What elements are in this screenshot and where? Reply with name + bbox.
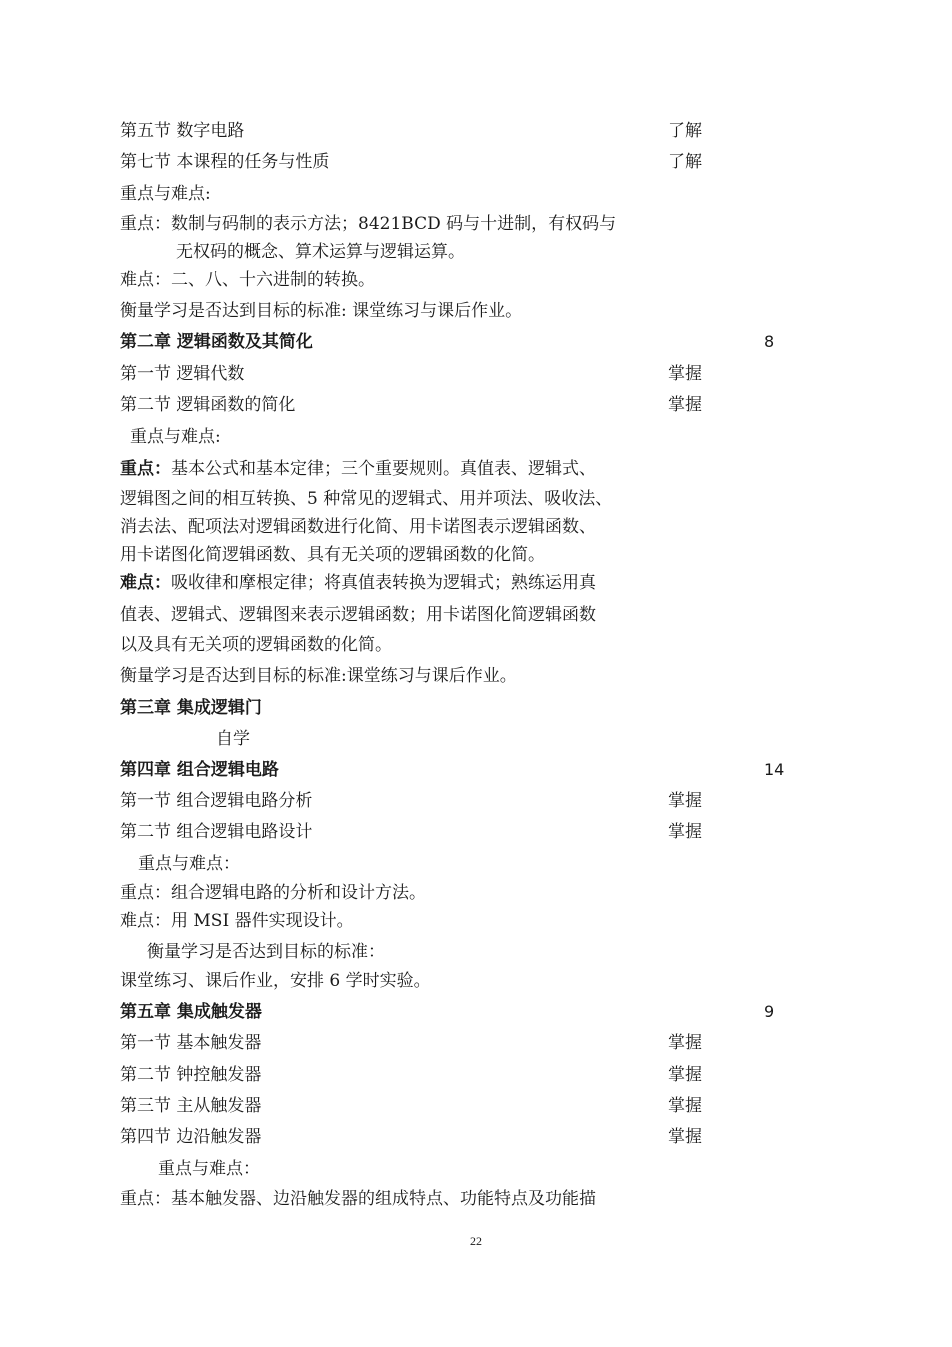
section-comb-design: 第二节 组合逻辑电路设计 [120, 822, 313, 842]
level-master: 掌握 [668, 1127, 702, 1147]
assessment-standard: 衡量学习是否达到目标的标准:课堂练习与课后作业。 [120, 666, 517, 686]
key-difficult-heading: 重点与难点： [158, 1159, 260, 1179]
level-master: 掌握 [668, 791, 702, 811]
self-study-note: 自学 [216, 729, 250, 749]
key-points-text: 重点：数制与码制的表示方法；8421BCD 码与十进制，有权码与 [120, 214, 617, 234]
chapter-4-hours: 14 [764, 760, 785, 779]
chapter-2-title: 第二章 逻辑函数及其简化 [120, 332, 313, 352]
chapter-3-title: 第三章 集成逻辑门 [120, 698, 262, 718]
key-difficult-heading: 重点与难点: [130, 427, 221, 447]
chapter-4-title: 第四章 组合逻辑电路 [120, 760, 279, 780]
chapter-5-title: 第五章 集成触发器 [120, 1002, 262, 1022]
section-logic-algebra: 第一节 逻辑代数 [120, 364, 245, 384]
section-clocked-flipflop: 第二节 钟控触发器 [120, 1065, 262, 1085]
level-understand: 了解 [668, 152, 702, 172]
key-points-paragraph [120, 459, 596, 479]
key-points-text: 基本公式和基本定律；三个重要规则。真值表、逻辑式、 [171, 459, 596, 479]
assessment-standard: 衡量学习是否达到目标的标准: 课堂练习与课后作业。 [120, 301, 523, 321]
key-points-text-cont: 用卡诺图化简逻辑函数、具有无关项的逻辑函数的化简。 [120, 545, 545, 565]
section-digital-circuits: 第五节 数字电路 [120, 121, 245, 141]
difficult-points-text: 难点：二、八、十六进制的转换。 [120, 270, 375, 290]
chapter-2-hours: 8 [764, 332, 775, 351]
key-points-text-cont: 逻辑图之间的相互转换、5 种常见的逻辑式、用并项法、吸收法、 [120, 489, 613, 509]
section-master-slave-flipflop: 第三节 主从触发器 [120, 1096, 262, 1116]
level-master: 掌握 [668, 822, 702, 842]
difficult-points-text: 吸收律和摩根定律；将真值表转换为逻辑式；熟练运用真 [171, 573, 596, 593]
difficult-points-text: 难点：用 MSI 器件实现设计。 [120, 911, 354, 931]
difficult-points-label: 难点： [120, 573, 171, 593]
section-basic-flipflop: 第一节 基本触发器 [120, 1033, 262, 1053]
section-edge-flipflop: 第四节 边沿触发器 [120, 1127, 262, 1147]
section-comb-analysis: 第一节 组合逻辑电路分析 [120, 791, 313, 811]
key-points-text-cont: 消去法、配项法对逻辑函数进行化简、用卡诺图表示逻辑函数、 [120, 517, 596, 537]
key-points-label: 重点： [120, 459, 171, 479]
assessment-standard-heading: 衡量学习是否达到目标的标准： [147, 942, 385, 962]
key-difficult-heading: 重点与难点: [120, 184, 211, 204]
level-master: 掌握 [668, 364, 702, 384]
key-points-text-cont: 无权码的概念、算术运算与逻辑运算。 [176, 242, 465, 262]
key-points-text: 重点：组合逻辑电路的分析和设计方法。 [120, 883, 426, 903]
level-master: 掌握 [668, 1065, 702, 1085]
level-master: 掌握 [668, 1033, 702, 1053]
chapter-5-hours: 9 [764, 1002, 775, 1021]
section-logic-simplification: 第二节 逻辑函数的简化 [120, 395, 296, 415]
difficult-points-text-cont: 值表、逻辑式、逻辑图来表示逻辑函数；用卡诺图化简逻辑函数 [120, 605, 596, 625]
key-difficult-heading: 重点与难点： [138, 854, 240, 874]
level-understand: 了解 [668, 121, 702, 141]
assessment-standard-text: 课堂练习、课后作业，安排 6 学时实验。 [120, 971, 431, 991]
key-points-text: 重点：基本触发器、边沿触发器的组成特点、功能特点及功能描 [120, 1189, 596, 1209]
page-number: 22 [470, 1234, 482, 1248]
difficult-points-text-cont: 以及具有无关项的逻辑函数的化简。 [120, 635, 392, 655]
section-course-task: 第七节 本课程的任务与性质 [120, 152, 330, 172]
level-master: 掌握 [668, 1096, 702, 1116]
level-master: 掌握 [668, 395, 702, 415]
difficult-points-paragraph [120, 573, 596, 593]
